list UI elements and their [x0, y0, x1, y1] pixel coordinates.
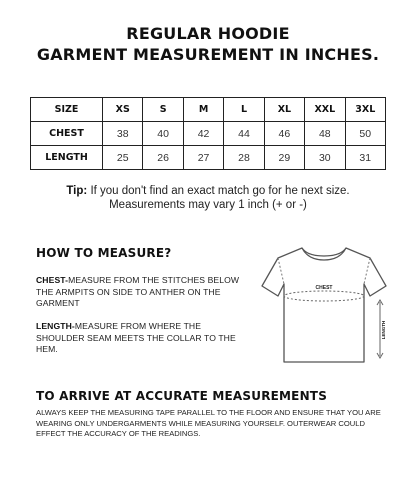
- page-title-line1: REGULAR HOODIE: [126, 24, 290, 43]
- table-cell: 31: [345, 146, 385, 170]
- accurate-measurements-text: ALWAYS KEEP THE MEASURING TAPE PARALLEL TO THE FLOOR AND ENSURE THAT YOU ARE WEARING ONLY UNDERGARMENTS WHILE MEASURING YOURSELF. OUTERWEAR COULD EFFECT THE ACCURACY OF THE READINGS.: [36, 408, 381, 438]
- table-cell: 48: [305, 122, 345, 146]
- tip-line1: [0, 184, 416, 198]
- table-cell: 27: [183, 146, 223, 170]
- size-chart-table: [30, 97, 386, 170]
- table-header-cell: L: [224, 98, 264, 122]
- length-instruction-label: LENGTH-: [36, 321, 75, 331]
- table-row: [31, 122, 386, 146]
- table-header-cell: XS: [103, 98, 143, 122]
- table-cell: 42: [183, 122, 223, 146]
- table-cell: 25: [103, 146, 143, 170]
- table-header-cell: 3XL: [345, 98, 385, 122]
- table-cell: 26: [143, 146, 183, 170]
- table-cell: 30: [305, 146, 345, 170]
- accurate-measurements-heading: TO ARRIVE AT ACCURATE MEASUREMENTS: [36, 389, 328, 403]
- table-cell: 28: [224, 146, 264, 170]
- table-cell: 38: [103, 122, 143, 146]
- table-header-cell: S: [143, 98, 183, 122]
- diagram-length-label: LENGTH: [381, 320, 386, 340]
- tip-label: Tip:: [66, 185, 88, 197]
- chest-instruction-text: MEASURE FROM THE STITCHES BELOW THE ARMPITS ON SIDE TO ANTHER ON THE GARMENT: [36, 275, 240, 308]
- table-header-cell: XL: [264, 98, 304, 122]
- length-instruction-text: MEASURE FROM WHERE THE SHOULDER SEAM MEETS THE COLLAR TO THE HEM.: [36, 321, 236, 354]
- tip-line2: Measurements may vary 1 inch (+ or -): [109, 199, 307, 211]
- table-cell: 50: [345, 122, 385, 146]
- chest-instruction: [36, 275, 246, 310]
- table-header-cell: XXL: [305, 98, 345, 122]
- table-header-row: [31, 98, 386, 122]
- table-cell: 44: [224, 122, 264, 146]
- length-instruction: [36, 321, 246, 356]
- row-label: LENGTH: [31, 146, 103, 170]
- table-cell: 40: [143, 122, 183, 146]
- page-title-line2: GARMENT MEASUREMENT IN INCHES.: [36, 45, 380, 64]
- row-label: CHEST: [31, 122, 103, 146]
- how-to-measure-heading: HOW TO MEASURE?: [36, 246, 172, 260]
- tshirt-diagram-icon: [258, 240, 390, 370]
- table-cell: 46: [264, 122, 304, 146]
- chest-instruction-label: CHEST-: [36, 275, 69, 285]
- table-header-cell: SIZE: [31, 98, 103, 122]
- table-cell: 29: [264, 146, 304, 170]
- table-row: [31, 146, 386, 170]
- table-header-cell: M: [183, 98, 223, 122]
- tip-text: If you don't find an exact match go for he next size.: [90, 185, 350, 197]
- diagram-chest-label: CHEST: [315, 285, 333, 291]
